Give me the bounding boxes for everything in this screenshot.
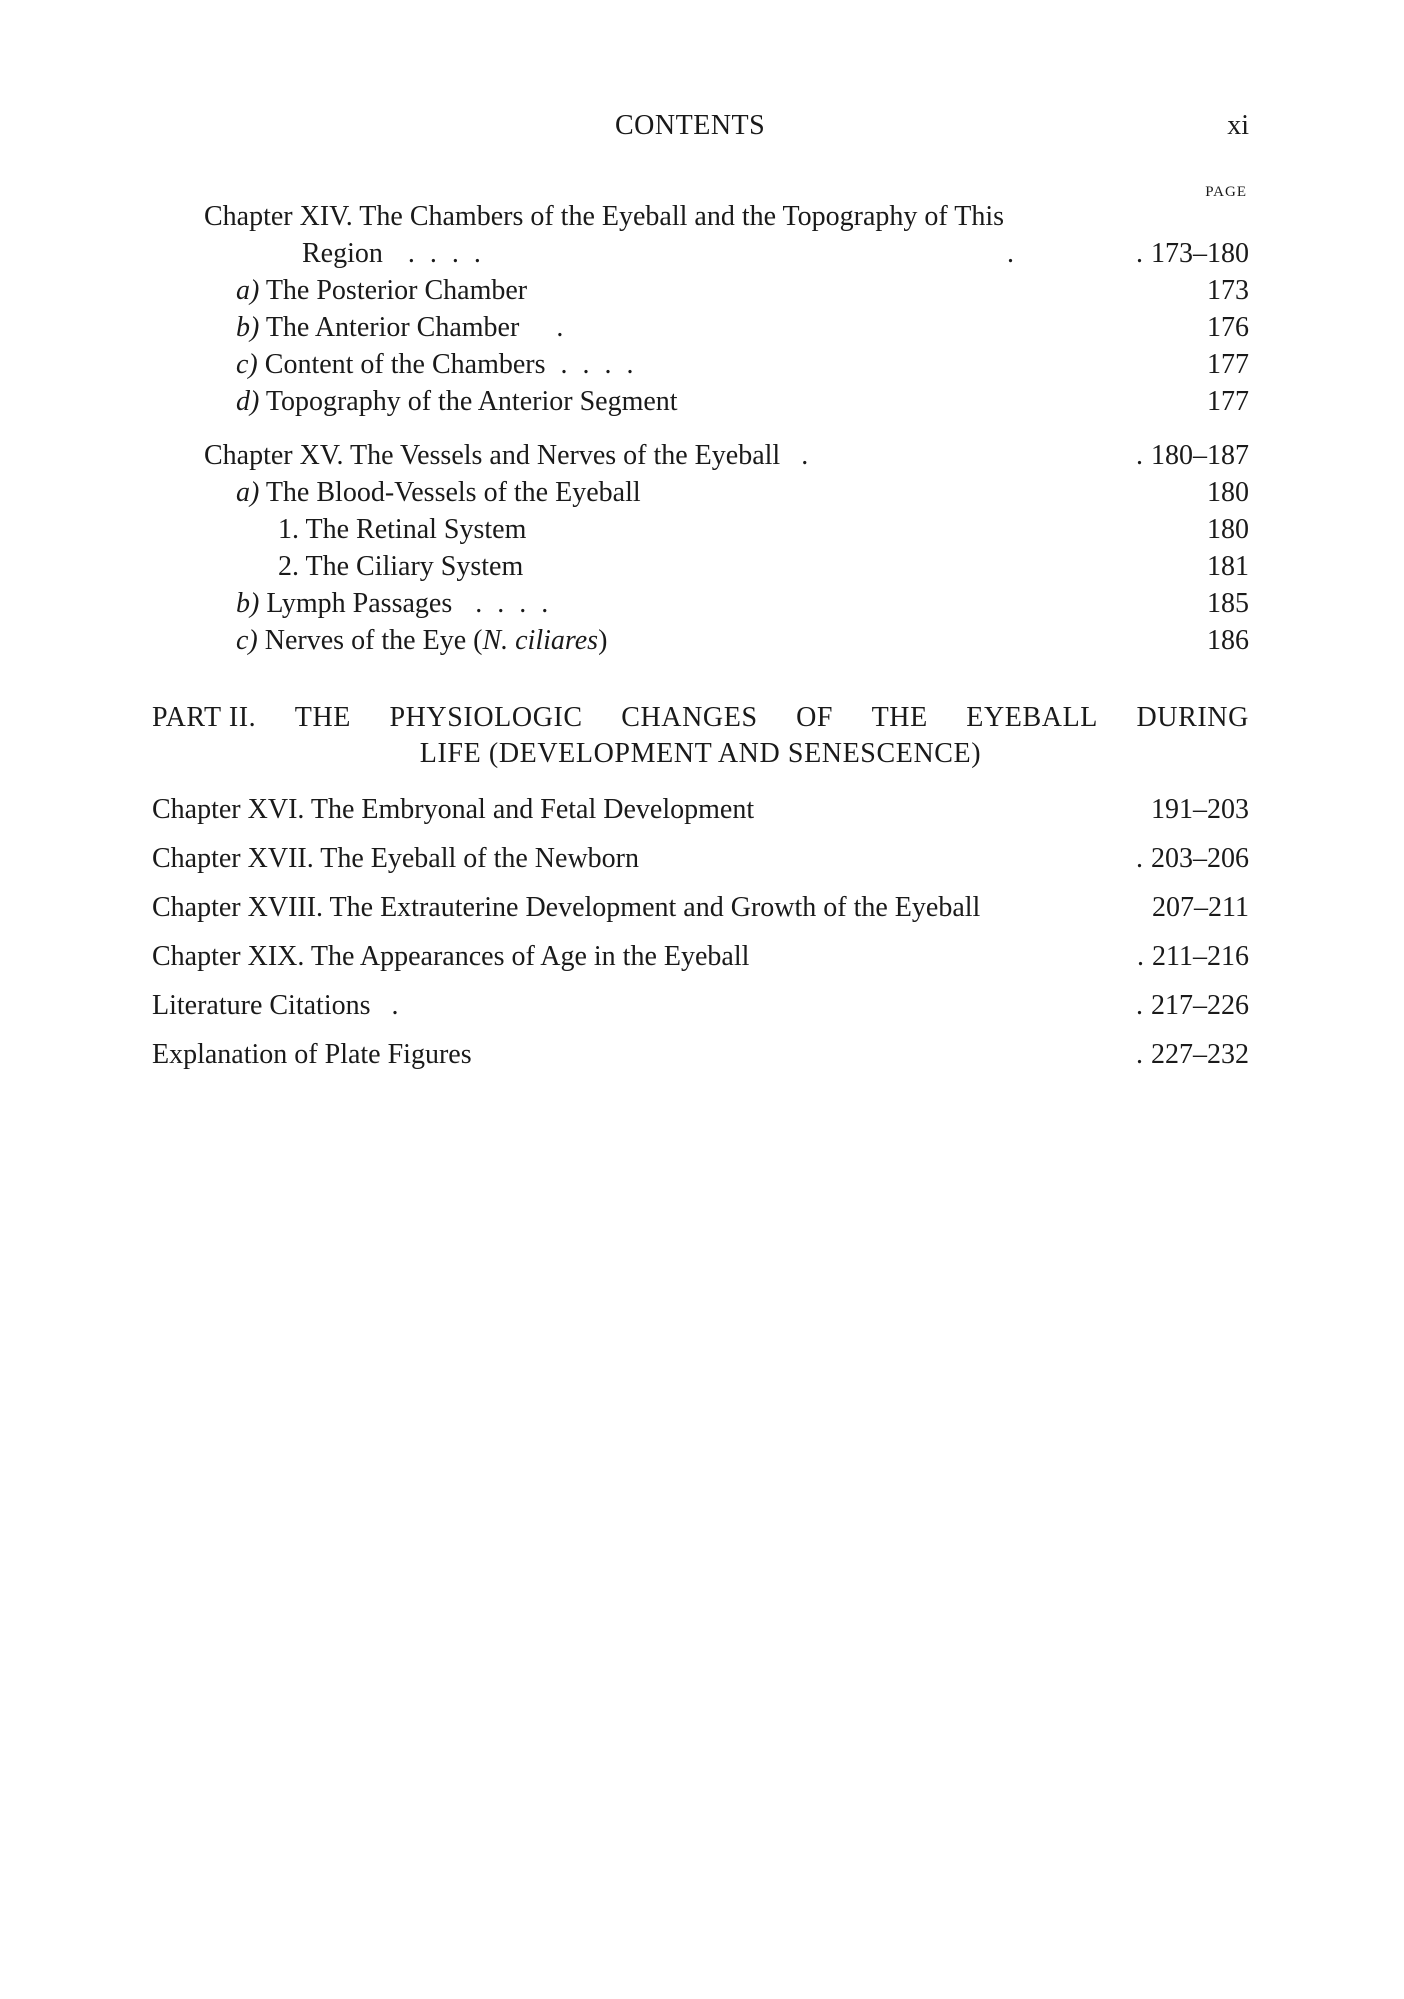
entry-text: Content of the Chambers xyxy=(264,349,546,380)
running-head xyxy=(0,110,1404,144)
page-range: 227–232 xyxy=(1151,1039,1249,1070)
entry-text: Literature Citations xyxy=(152,990,371,1021)
part-heading-word: THE xyxy=(294,702,351,733)
leader-dots: . xyxy=(1136,843,1143,874)
chapter-title: Chapter XVI. The Embryonal and Fetal Development xyxy=(152,794,755,825)
page-number: 173 xyxy=(1207,275,1249,306)
chapter-title: Chapter XVIII. The Extrauterine Development and Growth of the Eyeball xyxy=(152,892,981,923)
chapter-title: Chapter XIX. The Appearances of Age in the Eyeball xyxy=(152,941,750,972)
leader-dots: . xyxy=(1136,1039,1143,1070)
entry-text-end: ) xyxy=(598,625,608,656)
page-number: 176 xyxy=(1207,312,1249,343)
page-range: 203–206 xyxy=(1151,843,1249,874)
page-range: 180–187 xyxy=(1151,440,1249,471)
toc-subentry xyxy=(236,310,1249,346)
toc-entry-chapter-xviii xyxy=(152,890,1249,926)
leader-dots: . xyxy=(1136,990,1143,1021)
toc-entry-plate-figures xyxy=(152,1037,1249,1073)
part-heading-word: THE xyxy=(871,702,928,733)
part-heading-word: EYEBALL xyxy=(966,702,1098,733)
toc-subentry xyxy=(236,475,1249,511)
running-title: CONTENTS xyxy=(615,110,766,141)
leader-dots: . . . . xyxy=(407,238,485,269)
entry-text: The Anterior Chamber xyxy=(265,312,520,343)
toc-entry-chapter-xix xyxy=(152,939,1249,975)
entry-text: Lymph Passages xyxy=(266,588,453,619)
toc-subentry xyxy=(236,623,1249,659)
page-number: 180 xyxy=(1207,514,1249,545)
page-number: 186 xyxy=(1207,625,1249,656)
entry-label: 2. xyxy=(278,551,299,582)
part-heading-line2: LIFE (DEVELOPMENT AND SENESCENCE) xyxy=(419,738,982,769)
toc-subentry xyxy=(236,586,1249,622)
toc-entry-chapter-xv: Chapter XV. The Vessels and Nerves of the Eyeball . . 180–187 xyxy=(204,440,1249,471)
entry-text: The Ciliary System xyxy=(305,551,524,582)
leader-dots: . xyxy=(556,312,568,343)
leader-dots: . xyxy=(1137,941,1145,972)
part-heading-word: DURING xyxy=(1136,702,1249,733)
entry-label: c) xyxy=(236,625,258,656)
page-range: 217–226 xyxy=(1151,990,1249,1021)
part-heading xyxy=(152,700,1249,772)
page-number: 180 xyxy=(1207,477,1249,508)
toc-subsubentry xyxy=(278,512,1249,548)
page-number: 181 xyxy=(1207,551,1249,582)
leader-dots: . xyxy=(391,990,399,1021)
part-heading-word: CHANGES xyxy=(621,702,758,733)
entry-text: The Posterior Chamber xyxy=(265,275,528,306)
part-heading-word: PART II. xyxy=(152,702,257,733)
toc-entry-literature xyxy=(152,988,1249,1024)
toc-entry-chapter-xvii xyxy=(152,841,1249,877)
entry-text: The Blood-Vessels of the Eyeball xyxy=(265,477,641,508)
entry-label: b) xyxy=(236,588,260,619)
chapter-title: Chapter XV. The Vessels and Nerves of the Eyeball xyxy=(204,440,781,471)
page-range: 207–211 xyxy=(1152,892,1249,923)
toc-subentry xyxy=(236,273,1249,309)
entry-label: c) xyxy=(236,349,258,380)
leader-dots: . xyxy=(801,440,809,471)
leader-dots: . . . . xyxy=(560,349,638,380)
part-heading-word: OF xyxy=(796,702,834,733)
page-number: 185 xyxy=(1207,588,1249,619)
chapter-title: Chapter XVII. The Eyeball of the Newborn xyxy=(152,843,639,874)
toc-entry-chapter-xiv-title xyxy=(204,199,1249,235)
chapter-title-continued: Region xyxy=(302,238,383,269)
toc-entry-chapter-xvi xyxy=(152,792,1249,828)
entry-label: 1. xyxy=(278,514,299,545)
toc-subentry xyxy=(236,384,1249,420)
leader-dots: . . . . xyxy=(475,588,553,619)
toc-entry-chapter-xiv: Region . . . . . . 173–180 xyxy=(302,236,1249,272)
entry-label: b) xyxy=(236,312,260,343)
entry-label: a) xyxy=(236,275,260,306)
page-range: 191–203 xyxy=(1151,794,1249,825)
chapter-title: Chapter XIV. The Chambers of the Eyeball and the Topography of This xyxy=(204,201,1005,232)
entry-text: Nerves of the Eye ( xyxy=(264,625,483,656)
toc-subsubentry xyxy=(278,549,1249,585)
entry-label: a) xyxy=(236,477,260,508)
entry-text: The Retinal System xyxy=(305,514,527,545)
part-heading-line1 xyxy=(152,700,1249,736)
entry-label: d) xyxy=(236,386,260,417)
entry-text: Topography of the Anterior Segment xyxy=(265,386,678,417)
page-number: 177 xyxy=(1207,349,1249,380)
page-range: 173–180 xyxy=(1151,238,1249,269)
part-heading-word: PHYSIOLOGIC xyxy=(389,702,583,733)
page-column-label: PAGE xyxy=(1205,184,1247,200)
toc-subentry xyxy=(236,347,1249,383)
page-number: xi xyxy=(1227,110,1249,141)
page-range: 211–216 xyxy=(1152,941,1249,972)
leader-dots: . xyxy=(1007,238,1014,269)
page-number: 177 xyxy=(1207,386,1249,417)
entry-text: Explanation of Plate Figures xyxy=(152,1039,472,1070)
entry-text-italic: N. ciliares xyxy=(482,625,599,656)
